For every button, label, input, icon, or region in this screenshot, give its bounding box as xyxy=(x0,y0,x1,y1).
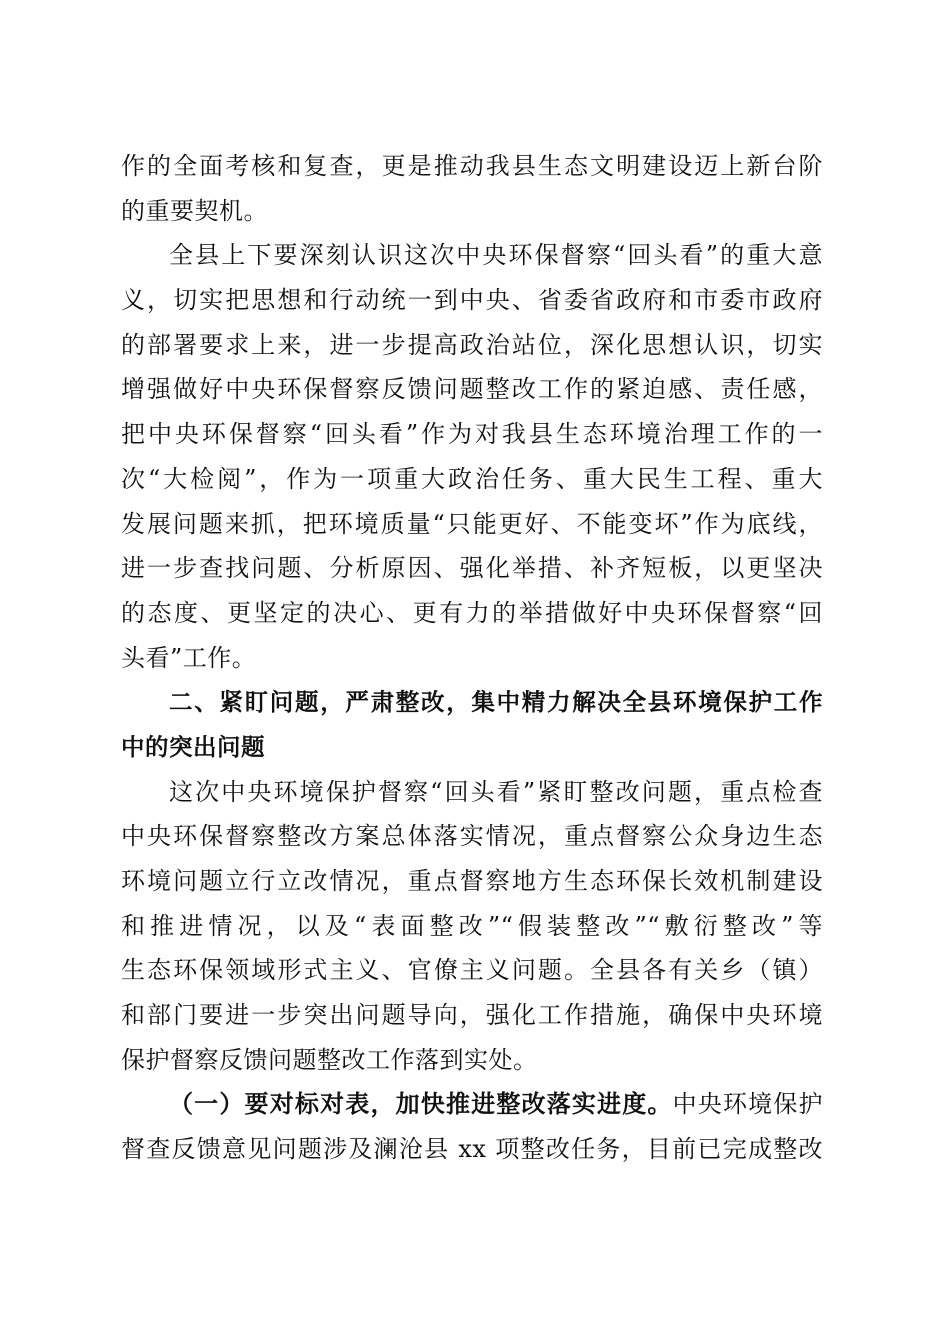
sub-heading-line xyxy=(121,1082,823,1127)
section-heading: 二、紧盯问题，严肃整改，集中精力解决全县环境保护工作 xyxy=(169,688,823,717)
text-line: 保护督察反馈问题整改工作落到实处。 xyxy=(121,1045,538,1074)
section-heading: 中的突出问题 xyxy=(121,732,265,761)
text-line: 发展问题来抓，把环境质量“只能更好、不能变坏”作为底线， xyxy=(121,509,823,538)
text-line: 督查反馈意见问题涉及澜沧县 xx 项整改任务，目前已完成整改 xyxy=(121,1135,823,1164)
text-line: 中央环保督察整改方案总体落实情况，重点督察公众身边生态 xyxy=(121,822,823,851)
text-line: 进一步查找问题、分析原因、强化举措、补齐短板，以更坚决 xyxy=(121,554,823,583)
text-line: 环境问题立行立改情况，重点督察地方生态环保长效机制建设 xyxy=(121,867,823,895)
text-line: 义，切实把思想和行动统一到中央、省委省政府和市委市政府 xyxy=(121,286,823,315)
text-line: 和部门要进一步突出问题导向，强化工作措施，确保中央环境 xyxy=(121,1001,823,1030)
text-line: 生态环保领域形式主义、官僚主义问题。全县各有关乡（镇） xyxy=(121,956,823,985)
text-line: 的态度、更坚定的决心、更有力的举措做好中央环保督察“回 xyxy=(121,598,823,627)
text-line: 头看”工作。 xyxy=(121,643,257,672)
text-line: 全县上下要深刻认识这次中央环保督察“回头看”的重大意 xyxy=(169,241,823,270)
text-line: 把中央环保督察“回头看”作为对我县生态环境治理工作的一 xyxy=(121,420,823,449)
text-line: 的重要契机。 xyxy=(121,196,268,225)
text-line: 次“大检阅”，作为一项重大政治任务、重大民生工程、重大 xyxy=(121,464,823,493)
text-line: 增强做好中央环保督察反馈问题整改工作的紧迫感、责任感， xyxy=(121,375,823,404)
sub-heading: （一）要对标对表，加快推进整改落实进度。 xyxy=(169,1089,673,1119)
text-line: 的部署要求上来，进一步提高政治站位，深化思想认识，切实 xyxy=(121,330,823,359)
text-line: 和推进情况，以及“表面整改”“假装整改”“敷衍整改”等 xyxy=(121,911,823,940)
sub-heading-rest: 中央环境保护 xyxy=(672,1090,824,1119)
text-line: 这次中央环境保护督察“回头看”紧盯整改问题，重点检查 xyxy=(169,777,823,806)
text-line: 作的全面考核和复查，更是推动我县生态文明建设迈上新台阶 xyxy=(121,152,823,180)
document-body xyxy=(121,144,823,1172)
